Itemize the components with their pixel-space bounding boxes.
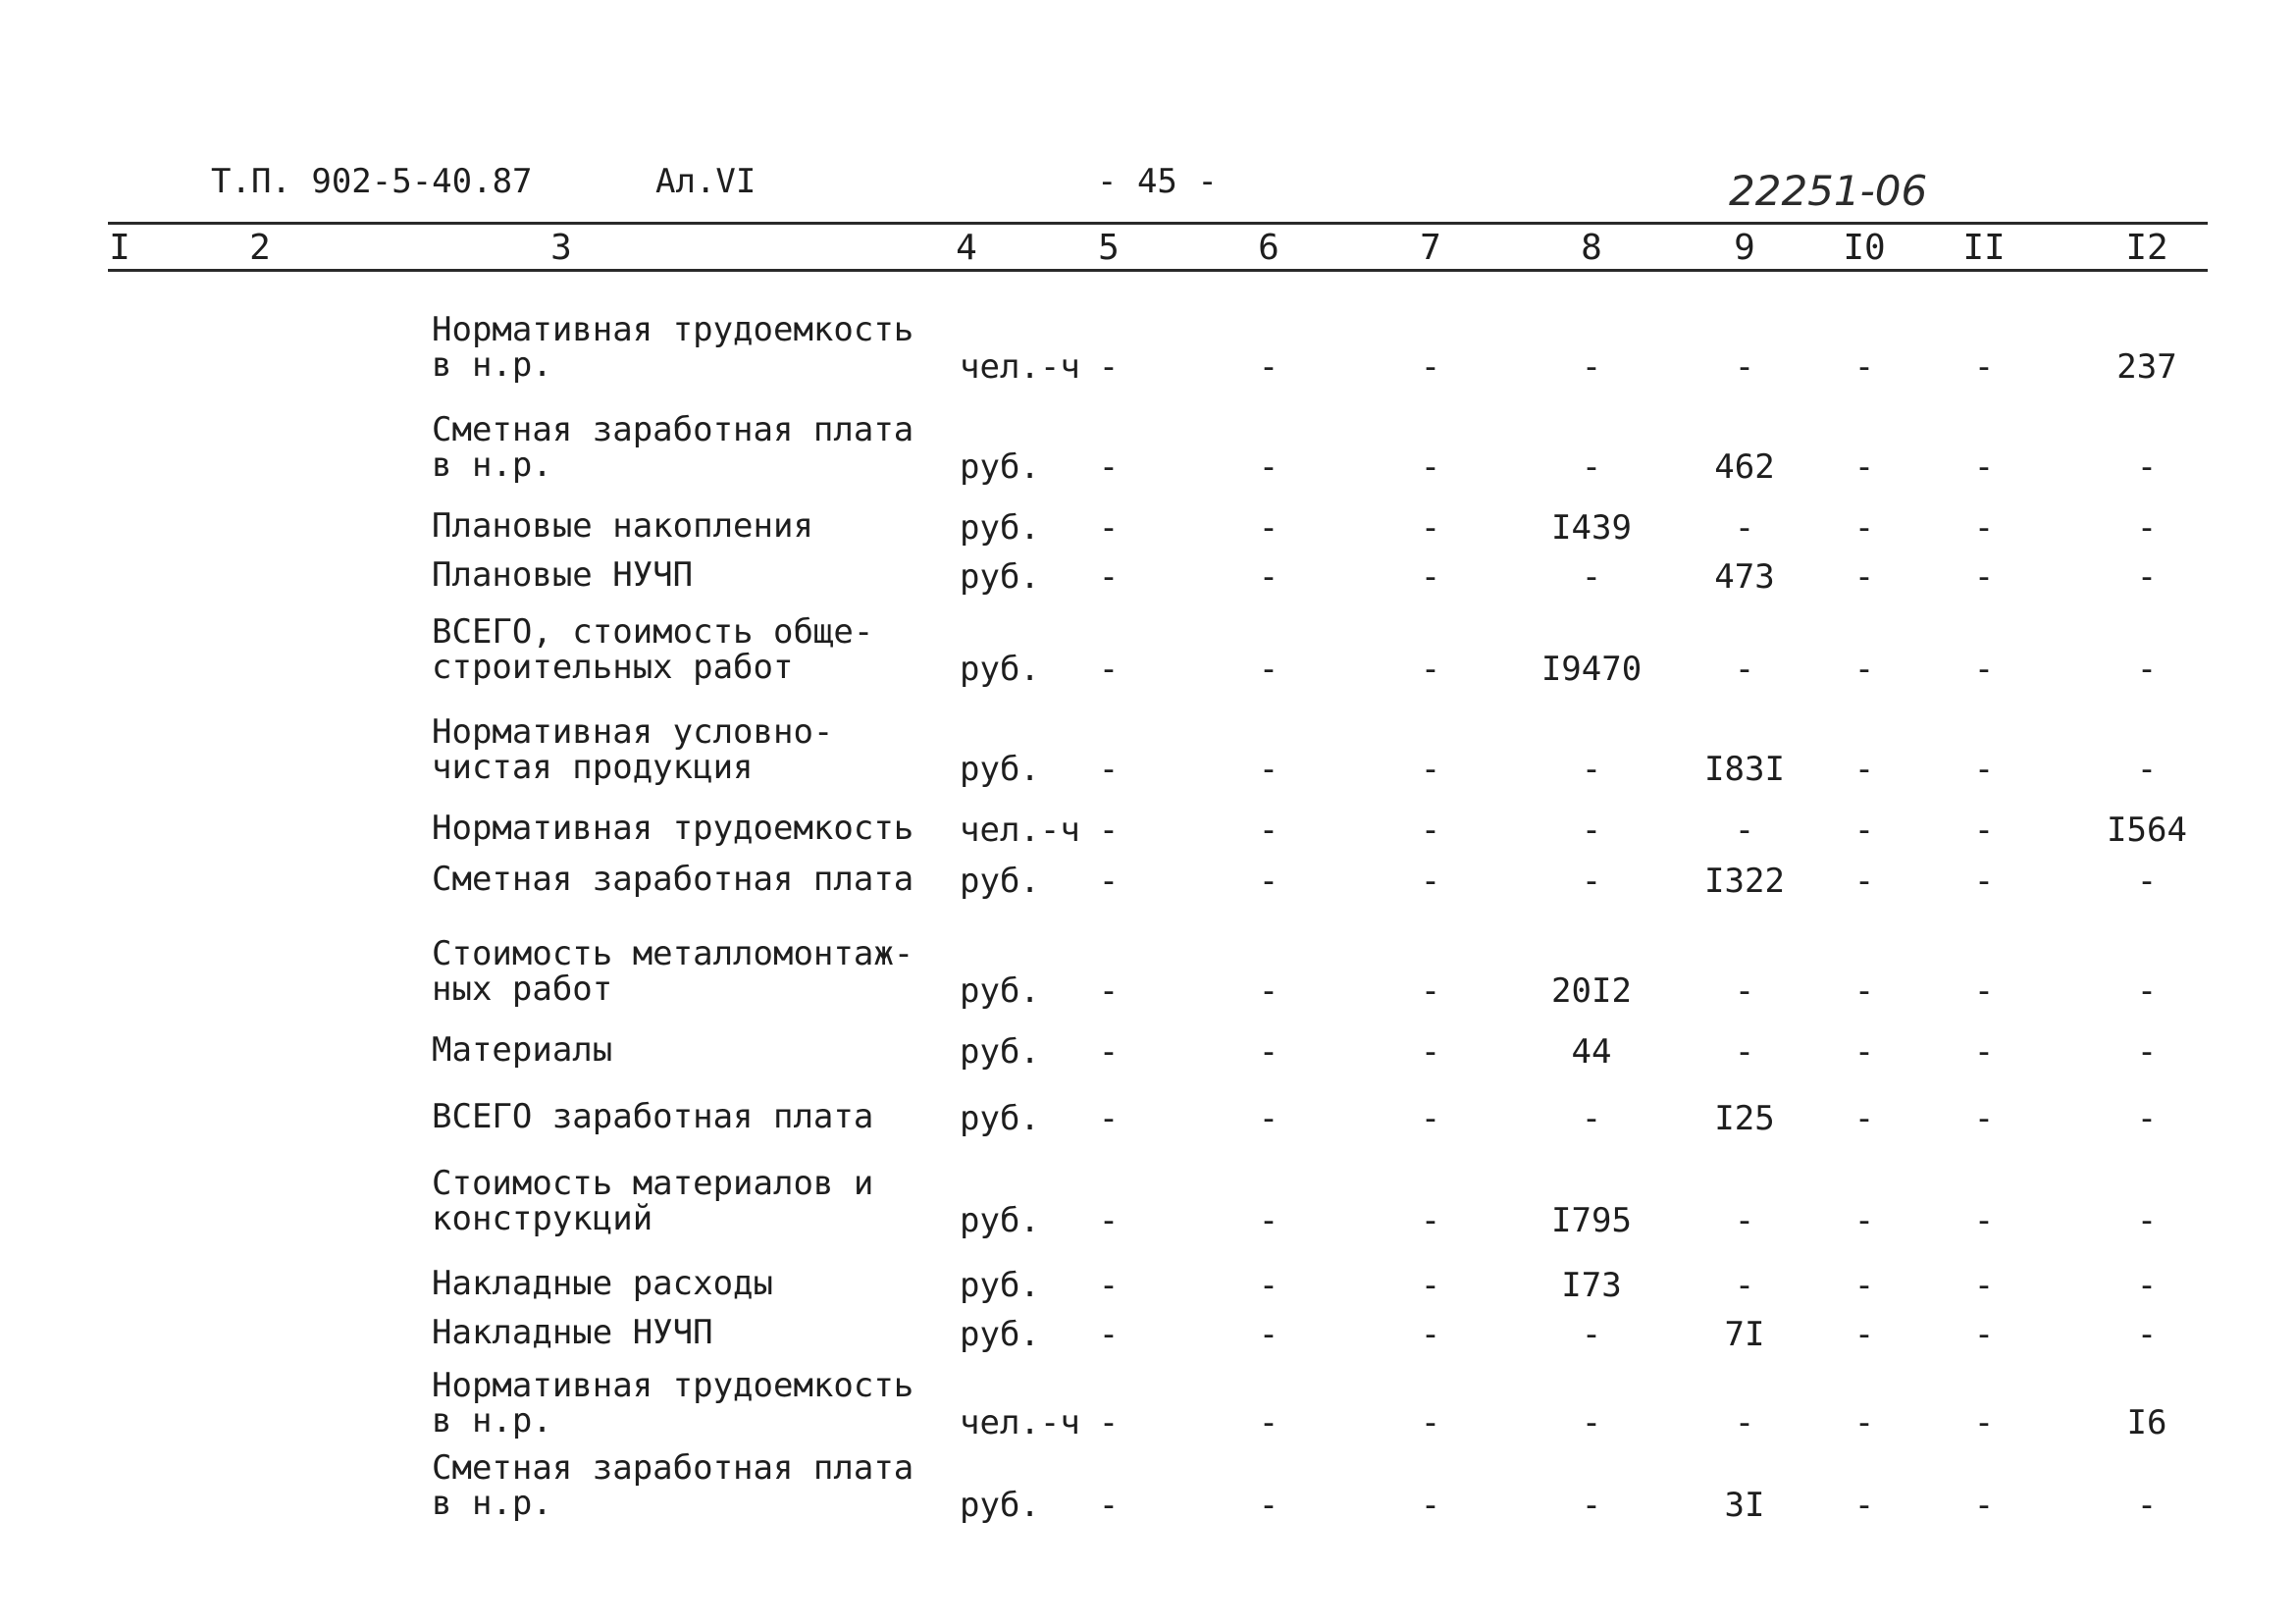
row-value-col-12: I564 [2107,811,2187,850]
row-value-col-5: - [1098,347,1120,387]
row-value-col-7: - [1420,862,1441,901]
row-value-col-10: - [1853,1032,1875,1072]
row-value-col-8: - [1581,1099,1602,1138]
row-unit: руб. [960,1032,1040,1072]
row-value-col-10: - [1853,447,1875,487]
row-value-col-10: - [1853,811,1875,850]
row-value-col-8: - [1581,811,1602,850]
header-rule-top [108,222,2208,225]
row-value-col-7: - [1420,508,1441,548]
row-value-col-9: - [1734,1201,1755,1240]
row-value-col-11: - [1973,1486,1995,1525]
row-value-col-6: - [1258,1032,1279,1072]
column-number-1: I [109,228,130,268]
row-value-col-7: - [1420,1201,1441,1240]
row-description-line: Плановые НУЧП [432,555,694,595]
row-description-line: Сметная заработная плата [432,1448,914,1488]
row-description-line: ВСЕГО заработная плата [432,1097,874,1136]
row-description-line: Нормативная трудоемкость [432,809,914,848]
row-description [432,1450,942,1521]
row-value-col-7: - [1420,1403,1441,1442]
row-description [432,1266,942,1301]
row-value-col-5: - [1098,1266,1120,1305]
row-value-col-5: - [1098,811,1120,850]
row-value-col-10: - [1853,750,1875,789]
column-number-5: 5 [1098,228,1120,268]
row-value-col-8: 44 [1571,1032,1612,1072]
row-value-col-6: - [1258,971,1279,1011]
row-value-col-9: I83I [1704,750,1785,789]
row-value-col-6: - [1258,811,1279,850]
row-description-line: Нормативная условно- [432,712,834,752]
row-unit: руб. [960,971,1040,1011]
row-value-col-9: - [1734,347,1755,387]
row-value-col-9: 3I [1724,1486,1765,1525]
row-value-col-8: I439 [1551,508,1632,548]
row-value-col-7: - [1420,447,1441,487]
column-number-12: I2 [2125,228,2168,268]
row-value-col-5: - [1098,862,1120,901]
row-value-col-11: - [1973,862,1995,901]
row-value-col-5: - [1098,1486,1120,1525]
row-value-col-8: I795 [1551,1201,1632,1240]
row-value-col-6: - [1258,1315,1279,1354]
row-value-col-9: 7I [1724,1315,1765,1354]
row-description [432,614,942,685]
row-value-col-6: - [1258,447,1279,487]
row-value-col-8: - [1581,557,1602,597]
row-value-col-12: - [2136,971,2158,1011]
row-description [432,412,942,483]
row-value-col-6: - [1258,750,1279,789]
row-unit: руб. [960,650,1040,689]
row-value-col-5: - [1098,971,1120,1011]
row-value-col-11: - [1973,347,1995,387]
column-number-7: 7 [1420,228,1441,268]
row-unit: чел.-ч [960,811,1080,850]
row-value-col-8: - [1581,1403,1602,1442]
row-value-col-8: I73 [1561,1266,1622,1305]
doc-code: Т.П. 902-5-40.87 [211,162,533,201]
row-value-col-11: - [1973,1315,1995,1354]
row-description [432,1315,942,1350]
row-value-col-11: - [1973,1266,1995,1305]
row-description [432,1032,942,1068]
row-value-col-10: - [1853,1486,1875,1525]
row-description-line: Нормативная трудоемкость [432,1366,914,1405]
row-value-col-8: - [1581,1486,1602,1525]
row-description-line: конструкций [432,1199,653,1238]
row-value-col-12: - [2136,1201,2158,1240]
row-value-col-11: - [1973,750,1995,789]
row-unit: руб. [960,1266,1040,1305]
row-value-col-11: - [1973,1099,1995,1138]
row-description [432,862,942,897]
row-description-line: Стоимость металломонтаж- [432,934,914,973]
row-description [432,1166,942,1236]
row-value-col-10: - [1853,1099,1875,1138]
column-number-6: 6 [1258,228,1279,268]
row-description [432,714,942,785]
column-number-4: 4 [956,228,977,268]
row-value-col-11: - [1973,971,1995,1011]
row-value-col-12: - [2136,557,2158,597]
row-value-col-10: - [1853,971,1875,1011]
row-description-line: ных работ [432,969,613,1009]
row-unit: руб. [960,862,1040,901]
row-value-col-9: - [1734,508,1755,548]
row-unit: руб. [960,508,1040,548]
row-value-col-7: - [1420,1315,1441,1354]
row-value-col-9: - [1734,1266,1755,1305]
row-value-col-9: - [1734,1403,1755,1442]
row-value-col-5: - [1098,750,1120,789]
row-unit: чел.-ч [960,1403,1080,1442]
row-value-col-12: - [2136,1266,2158,1305]
row-value-col-9: - [1734,811,1755,850]
row-value-col-10: - [1853,862,1875,901]
header-rule-bottom [108,269,2208,272]
row-unit: руб. [960,1201,1040,1240]
row-description-line: строительных работ [432,648,794,687]
row-unit: руб. [960,1486,1040,1525]
row-description-line: Накладные расходы [432,1264,773,1303]
row-value-col-12: - [2136,1486,2158,1525]
row-description-line: в н.р. [432,1401,552,1441]
row-value-col-7: - [1420,557,1441,597]
row-unit: руб. [960,1315,1040,1354]
row-value-col-9: - [1734,971,1755,1011]
row-value-col-7: - [1420,811,1441,850]
row-value-col-12: I6 [2126,1403,2167,1442]
page-number: - 45 - [1097,162,1218,201]
row-value-col-8: - [1581,347,1602,387]
row-value-col-6: - [1258,1403,1279,1442]
row-value-col-12: - [2136,508,2158,548]
row-value-col-11: - [1973,447,1995,487]
row-value-col-9: - [1734,650,1755,689]
row-value-col-7: - [1420,750,1441,789]
row-value-col-8: I9470 [1540,650,1643,689]
row-value-col-7: - [1420,347,1441,387]
document-stamp: 22251-06 [1729,167,1928,215]
row-description [432,1099,942,1134]
row-description-line: в н.р. [432,1484,552,1523]
row-value-col-12: - [2136,650,2158,689]
row-unit: руб. [960,447,1040,487]
column-number-11: II [1962,228,2006,268]
row-value-col-11: - [1973,811,1995,850]
album-label: Ал.VI [655,162,757,201]
row-value-col-10: - [1853,1403,1875,1442]
row-description [432,557,942,593]
row-value-col-11: - [1973,508,1995,548]
row-value-col-8: - [1581,862,1602,901]
row-description [432,1368,942,1439]
row-value-col-12: - [2136,862,2158,901]
row-value-col-5: - [1098,557,1120,597]
row-unit: руб. [960,750,1040,789]
row-value-col-8: 20I2 [1551,971,1632,1011]
column-number-8: 8 [1581,228,1602,268]
column-number-10: I0 [1843,228,1886,268]
row-unit: чел.-ч [960,347,1080,387]
row-value-col-10: - [1853,1201,1875,1240]
row-value-col-10: - [1853,557,1875,597]
row-value-col-10: - [1853,650,1875,689]
row-value-col-9: 462 [1714,447,1775,487]
column-number-9: 9 [1734,228,1755,268]
row-value-col-5: - [1098,650,1120,689]
row-value-col-6: - [1258,1266,1279,1305]
row-value-col-10: - [1853,508,1875,548]
row-value-col-6: - [1258,862,1279,901]
row-value-col-7: - [1420,1099,1441,1138]
row-value-col-11: - [1973,1201,1995,1240]
row-value-col-12: - [2136,447,2158,487]
row-value-col-11: - [1973,1403,1995,1442]
row-value-col-11: - [1973,1032,1995,1072]
row-value-col-8: - [1581,750,1602,789]
row-description [432,811,942,846]
row-description [432,936,942,1007]
row-description-line: Сметная заработная плата [432,860,914,899]
row-value-col-10: - [1853,1315,1875,1354]
row-value-col-7: - [1420,1266,1441,1305]
row-value-col-6: - [1258,508,1279,548]
row-value-col-5: - [1098,1099,1120,1138]
row-description [432,508,942,544]
row-value-col-5: - [1098,508,1120,548]
row-value-col-8: - [1581,1315,1602,1354]
row-value-col-7: - [1420,971,1441,1011]
row-value-col-9: I25 [1714,1099,1775,1138]
column-number-3: 3 [550,228,572,268]
row-value-col-5: - [1098,1403,1120,1442]
row-value-col-5: - [1098,447,1120,487]
row-value-col-6: - [1258,1486,1279,1525]
row-value-col-6: - [1258,557,1279,597]
row-value-col-11: - [1973,650,1995,689]
row-value-col-10: - [1853,1266,1875,1305]
row-unit: руб. [960,1099,1040,1138]
row-unit: руб. [960,557,1040,597]
row-description [432,312,942,383]
row-value-col-11: - [1973,557,1995,597]
row-value-col-6: - [1258,1099,1279,1138]
row-value-col-12: - [2136,750,2158,789]
row-value-col-6: - [1258,347,1279,387]
row-value-col-7: - [1420,1032,1441,1072]
row-value-col-9: 473 [1714,557,1775,597]
row-description-line: Плановые накопления [432,506,813,546]
row-value-col-5: - [1098,1032,1120,1072]
row-description-line: в н.р. [432,445,552,485]
row-value-col-7: - [1420,1486,1441,1525]
row-description-line: Накладные НУЧП [432,1313,713,1352]
row-value-col-5: - [1098,1315,1120,1354]
row-value-col-9: - [1734,1032,1755,1072]
row-value-col-12: - [2136,1315,2158,1354]
row-description-line: Материалы [432,1030,613,1070]
row-value-col-8: - [1581,447,1602,487]
row-value-col-12: 237 [2116,347,2177,387]
row-value-col-10: - [1853,347,1875,387]
row-description-line: Сметная заработная плата [432,410,914,449]
row-value-col-5: - [1098,1201,1120,1240]
row-value-col-12: - [2136,1032,2158,1072]
column-number-2: 2 [249,228,271,268]
row-value-col-12: - [2136,1099,2158,1138]
row-value-col-6: - [1258,650,1279,689]
row-description-line: чистая продукция [432,748,754,787]
row-description-line: Стоимость материалов и [432,1164,874,1203]
row-description-line: Нормативная трудоемкость [432,310,914,349]
row-value-col-6: - [1258,1201,1279,1240]
row-description-line: ВСЕГО, стоимость обще- [432,612,874,652]
row-value-col-9: I322 [1704,862,1785,901]
row-value-col-7: - [1420,650,1441,689]
row-description-line: в н.р. [432,345,552,385]
